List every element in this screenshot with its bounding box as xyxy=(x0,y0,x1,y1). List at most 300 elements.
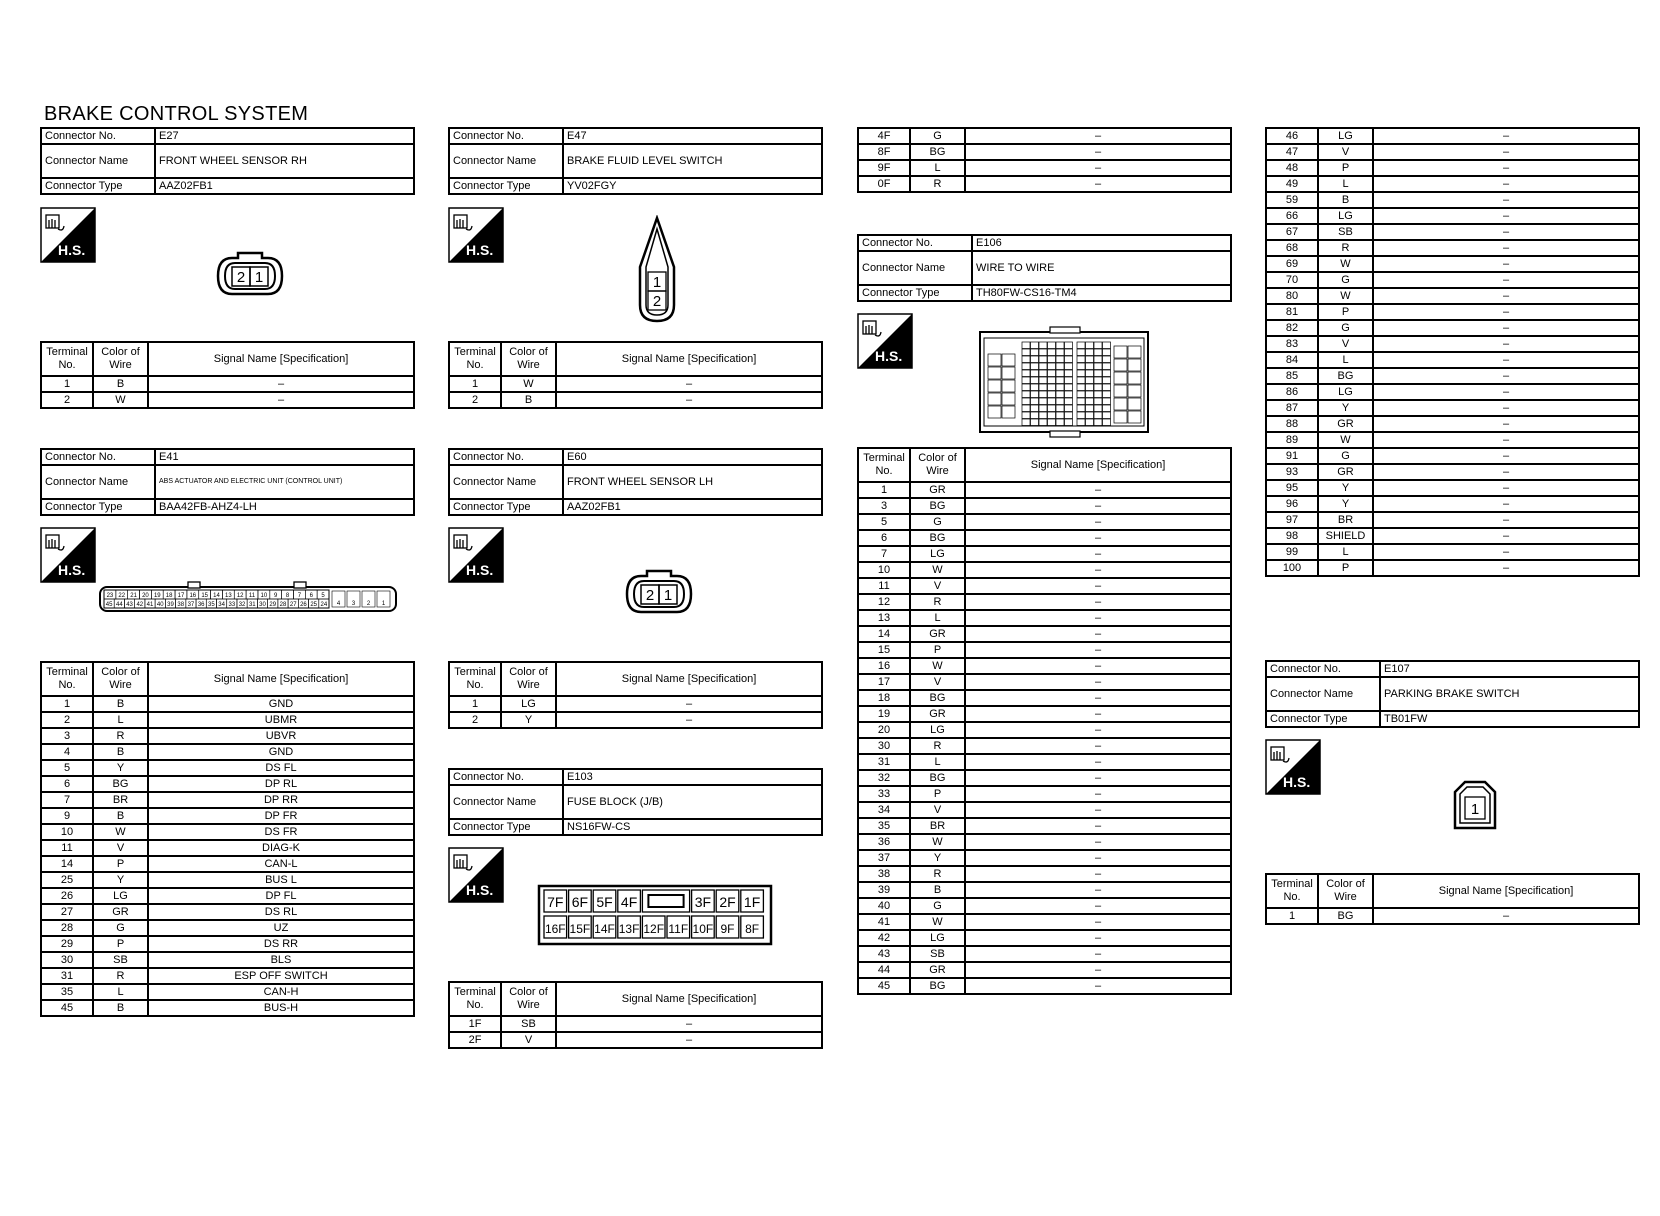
terminal-cell: 9 xyxy=(41,808,93,824)
header-terminal: Terminal No. xyxy=(449,662,501,696)
signal-cell: UBVR xyxy=(148,728,414,744)
terminal-cell: 19 xyxy=(858,706,910,722)
table-row xyxy=(858,866,1231,882)
header-signal: Signal Name [Specification] xyxy=(556,342,822,376)
header-color: Color of Wire xyxy=(501,982,556,1016)
terminal-cell: 15 xyxy=(858,642,910,658)
signal-cell: – xyxy=(1373,144,1639,160)
signal-cell: – xyxy=(1373,176,1639,192)
color-cell: V xyxy=(910,674,965,690)
table-row xyxy=(858,626,1231,642)
color-cell: W xyxy=(93,824,148,840)
terminal-cell: 83 xyxy=(1266,336,1318,352)
color-cell: V xyxy=(910,802,965,818)
harness-side-icon xyxy=(40,527,96,583)
terminal-cell: 85 xyxy=(1266,368,1318,384)
color-cell: G xyxy=(910,898,965,914)
signal-cell: – xyxy=(1373,908,1639,924)
pin-label: 15F xyxy=(569,922,591,936)
signal-cell: UBMR xyxy=(148,712,414,728)
signal-cell: – xyxy=(965,482,1231,498)
table-row xyxy=(41,872,414,888)
connector-e107-table xyxy=(1265,873,1640,925)
signal-cell: – xyxy=(1373,256,1639,272)
table-row xyxy=(449,1032,822,1048)
terminal-cell: 59 xyxy=(1266,192,1318,208)
signal-cell: – xyxy=(965,818,1231,834)
connector-name: FRONT WHEEL SENSOR LH xyxy=(563,465,822,499)
table-row xyxy=(858,642,1231,658)
color-cell: W xyxy=(1318,432,1373,448)
signal-cell: – xyxy=(965,658,1231,674)
pin-label: 12 xyxy=(236,593,244,599)
header-color: Color of Wire xyxy=(1318,874,1373,908)
color-cell: B xyxy=(501,392,556,408)
terminal-cell: 35 xyxy=(858,818,910,834)
terminal-cell: 87 xyxy=(1266,400,1318,416)
pin-label: 41 xyxy=(146,602,154,608)
table-row xyxy=(858,914,1231,930)
signal-cell: CAN-L xyxy=(148,856,414,872)
pin-label: 25 xyxy=(310,602,318,608)
terminal-cell: 93 xyxy=(1266,464,1318,480)
connector-e60-table xyxy=(448,661,823,729)
table-row xyxy=(41,936,414,952)
pin-label: 43 xyxy=(126,602,133,608)
pin-label: 7 xyxy=(297,593,302,599)
pin-label: 21 xyxy=(130,593,137,599)
label: Connector No. xyxy=(41,449,155,465)
pin-label: 11F xyxy=(668,922,689,936)
connector-e47-face xyxy=(636,215,678,325)
table-row xyxy=(1266,448,1639,464)
signal-cell: – xyxy=(1373,320,1639,336)
color-cell: LG xyxy=(910,546,965,562)
connector-e41-face xyxy=(98,580,400,618)
label: Connector Name xyxy=(1266,677,1380,711)
terminal-cell: 6 xyxy=(858,530,910,546)
table-row xyxy=(858,978,1231,994)
color-cell: Y xyxy=(1318,400,1373,416)
terminal-cell: 95 xyxy=(1266,480,1318,496)
pin-label: 6F xyxy=(571,894,589,910)
harness-side-icon xyxy=(857,313,913,369)
signal-cell: – xyxy=(1373,448,1639,464)
pin-label: 13 xyxy=(224,593,232,599)
pin-label: 31 xyxy=(248,602,256,608)
pin-label: 5 xyxy=(321,593,325,599)
header-signal: Signal Name [Specification] xyxy=(1373,874,1639,908)
color-cell: L xyxy=(910,160,965,176)
color-cell: P xyxy=(1318,560,1373,576)
table-row xyxy=(858,946,1231,962)
terminal-cell: 44 xyxy=(858,962,910,978)
connector-e41-info xyxy=(40,448,415,516)
table-row xyxy=(1266,304,1639,320)
connector-type: AAZ02FB1 xyxy=(155,178,414,194)
terminal-cell: 2 xyxy=(449,712,501,728)
table-row xyxy=(858,160,1231,176)
terminal-cell: 18 xyxy=(858,690,910,706)
color-cell: V xyxy=(1318,144,1373,160)
signal-cell: – xyxy=(965,738,1231,754)
table-row xyxy=(858,706,1231,722)
signal-cell: – xyxy=(1373,400,1639,416)
connector-name: PARKING BRAKE SWITCH xyxy=(1380,677,1639,711)
color-cell: BG xyxy=(93,776,148,792)
table-row xyxy=(858,498,1231,514)
color-cell: SB xyxy=(93,952,148,968)
signal-cell: DP FR xyxy=(148,808,414,824)
connector-e27-face xyxy=(210,250,290,300)
terminal-cell: 1 xyxy=(449,376,501,392)
pin-label: 11 xyxy=(248,593,256,599)
label: Connector No. xyxy=(858,235,972,251)
color-cell: R xyxy=(93,728,148,744)
terminal-cell: 1 xyxy=(1266,908,1318,924)
connector-e27-info xyxy=(40,127,415,195)
table-row xyxy=(41,856,414,872)
color-cell: G xyxy=(1318,320,1373,336)
terminal-cell: 34 xyxy=(858,802,910,818)
terminal-cell: 13 xyxy=(858,610,910,626)
signal-cell: – xyxy=(965,706,1231,722)
signal-cell: UZ xyxy=(148,920,414,936)
terminal-cell: 7 xyxy=(858,546,910,562)
color-cell: B xyxy=(910,882,965,898)
terminal-cell: 6 xyxy=(41,776,93,792)
pin-label: 4F xyxy=(620,894,638,910)
harness-side-icon xyxy=(40,207,96,263)
table-row xyxy=(1266,368,1639,384)
table-row xyxy=(1266,560,1639,576)
table-row xyxy=(41,904,414,920)
table-row xyxy=(858,850,1231,866)
connector-no: E107 xyxy=(1380,661,1639,677)
header-signal: Signal Name [Specification] xyxy=(148,342,414,376)
signal-cell: – xyxy=(1373,560,1639,576)
table-row xyxy=(858,562,1231,578)
color-cell: Y xyxy=(1318,480,1373,496)
signal-cell: DS FL xyxy=(148,760,414,776)
pin-label: 2 xyxy=(366,601,371,607)
table-row xyxy=(41,808,414,824)
connector-e107-face xyxy=(1453,780,1497,832)
terminal-cell: 86 xyxy=(1266,384,1318,400)
terminal-cell: 14 xyxy=(858,626,910,642)
color-cell: P xyxy=(93,856,148,872)
pin-label: 2 xyxy=(645,587,655,604)
color-cell: GR xyxy=(910,706,965,722)
harness-side-icon xyxy=(448,527,504,583)
signal-cell: DP RL xyxy=(148,776,414,792)
signal-cell: – xyxy=(965,690,1231,706)
signal-cell: – xyxy=(965,128,1231,144)
table-row xyxy=(1266,512,1639,528)
table-row xyxy=(1266,272,1639,288)
pin-label: 45 xyxy=(105,602,113,608)
color-cell: Y xyxy=(93,760,148,776)
signal-cell: – xyxy=(556,1032,822,1048)
header-terminal: Terminal No. xyxy=(858,448,910,482)
table-row xyxy=(41,728,414,744)
table-row xyxy=(858,770,1231,786)
signal-cell: – xyxy=(556,376,822,392)
signal-cell: – xyxy=(1373,336,1639,352)
pin-label: 7F xyxy=(547,894,564,910)
table-row xyxy=(41,792,414,808)
connector-e47-table xyxy=(448,341,823,409)
terminal-cell: 88 xyxy=(1266,416,1318,432)
pin-label: 18 xyxy=(165,593,173,599)
table-row xyxy=(1266,240,1639,256)
terminal-cell: 39 xyxy=(858,882,910,898)
color-cell: G xyxy=(93,920,148,936)
header-terminal: Terminal No. xyxy=(449,982,501,1016)
header-signal: Signal Name [Specification] xyxy=(556,662,822,696)
label: Connector No. xyxy=(449,769,563,785)
pin-label: 1 xyxy=(652,274,662,291)
connector-e103-face xyxy=(537,884,773,946)
label: Connector Type xyxy=(449,178,563,194)
pin-label: 44 xyxy=(115,602,123,608)
table-row xyxy=(41,840,414,856)
table-row xyxy=(1266,384,1639,400)
terminal-cell: 43 xyxy=(858,946,910,962)
harness-side-icon xyxy=(448,207,504,263)
terminal-cell: 31 xyxy=(858,754,910,770)
connector-name: FRONT WHEEL SENSOR RH xyxy=(155,144,414,178)
terminal-cell: 68 xyxy=(1266,240,1318,256)
signal-cell: – xyxy=(965,834,1231,850)
terminal-cell: 98 xyxy=(1266,528,1318,544)
table-row xyxy=(1266,336,1639,352)
header-signal: Signal Name [Specification] xyxy=(148,662,414,696)
signal-cell: – xyxy=(1373,416,1639,432)
page-title: BRAKE CONTROL SYSTEM xyxy=(44,103,309,125)
pin-label: 16F xyxy=(544,922,566,936)
signal-cell: – xyxy=(965,546,1231,562)
terminal-cell: 27 xyxy=(41,904,93,920)
color-cell: B xyxy=(93,744,148,760)
color-cell: LG xyxy=(910,722,965,738)
terminal-cell: 69 xyxy=(1266,256,1318,272)
header-color: Color of Wire xyxy=(93,342,148,376)
pin-label: 1 xyxy=(381,601,386,607)
terminal-cell: 1F xyxy=(449,1016,501,1032)
terminal-cell: 1 xyxy=(858,482,910,498)
terminal-cell: 2F xyxy=(449,1032,501,1048)
signal-cell: – xyxy=(556,712,822,728)
color-cell: Y xyxy=(1318,496,1373,512)
signal-cell: – xyxy=(1373,128,1639,144)
connector-type: NS16FW-CS xyxy=(563,819,822,835)
color-cell: L xyxy=(1318,352,1373,368)
terminal-cell: 20 xyxy=(858,722,910,738)
color-cell: R xyxy=(910,594,965,610)
terminal-cell: 82 xyxy=(1266,320,1318,336)
color-cell: G xyxy=(910,128,965,144)
pin-label: 14 xyxy=(213,593,220,599)
color-cell: BG xyxy=(910,144,965,160)
label: Connector No. xyxy=(41,128,155,144)
label: Connector Type xyxy=(41,499,155,515)
pin-label: 1 xyxy=(1470,801,1480,818)
table-row xyxy=(1266,256,1639,272)
table-row xyxy=(1266,128,1639,144)
hs-label: H.S. xyxy=(466,242,494,258)
table-row xyxy=(858,530,1231,546)
connector-e41-table xyxy=(40,661,415,1017)
table-row xyxy=(858,674,1231,690)
color-cell: G xyxy=(1318,448,1373,464)
pin-label: 27 xyxy=(289,602,297,608)
terminal-cell: 14 xyxy=(41,856,93,872)
terminal-cell: 26 xyxy=(41,888,93,904)
table-row xyxy=(858,898,1231,914)
table-row xyxy=(41,984,414,1000)
color-cell: BR xyxy=(93,792,148,808)
terminal-cell: 45 xyxy=(41,1000,93,1016)
terminal-cell: 35 xyxy=(41,984,93,1000)
color-cell: W xyxy=(1318,256,1373,272)
terminal-cell: 2 xyxy=(41,392,93,408)
pin-label: 42 xyxy=(136,602,144,608)
signal-cell: ESP OFF SWITCH xyxy=(148,968,414,984)
signal-cell: – xyxy=(965,626,1231,642)
terminal-cell: 11 xyxy=(41,840,93,856)
table-row xyxy=(41,760,414,776)
color-cell: L xyxy=(93,984,148,1000)
signal-cell: – xyxy=(1373,384,1639,400)
terminal-cell: 1 xyxy=(41,696,93,712)
signal-cell: – xyxy=(1373,368,1639,384)
table-row xyxy=(41,744,414,760)
signal-cell: – xyxy=(1373,352,1639,368)
terminal-cell: 5 xyxy=(41,760,93,776)
connector-e27-table xyxy=(40,341,415,409)
signal-cell: DP FL xyxy=(148,888,414,904)
label: Connector No. xyxy=(1266,661,1380,677)
connector-no: E47 xyxy=(563,128,822,144)
terminal-cell: 28 xyxy=(41,920,93,936)
pin-label: 1F xyxy=(743,894,761,910)
signal-cell: – xyxy=(965,946,1231,962)
signal-cell: – xyxy=(556,1016,822,1032)
color-cell: V xyxy=(93,840,148,856)
harness-side-icon xyxy=(448,847,504,903)
table-row xyxy=(41,776,414,792)
terminal-cell: 42 xyxy=(858,930,910,946)
pin-label: 6 xyxy=(309,593,313,599)
pin-label: 4 xyxy=(336,601,341,607)
table-row xyxy=(858,930,1231,946)
color-cell: R xyxy=(1318,240,1373,256)
color-cell: Y xyxy=(910,850,965,866)
terminal-cell: 41 xyxy=(858,914,910,930)
signal-cell: – xyxy=(965,642,1231,658)
terminal-cell: 2 xyxy=(41,712,93,728)
pin-label: 28 xyxy=(279,602,287,608)
signal-cell: – xyxy=(965,594,1231,610)
signal-cell: – xyxy=(965,978,1231,994)
connector-e106-face xyxy=(978,326,1150,438)
signal-cell: – xyxy=(148,392,414,408)
table-row xyxy=(1266,480,1639,496)
table-row xyxy=(858,882,1231,898)
pin-label: 8 xyxy=(285,593,290,599)
terminal-cell: 97 xyxy=(1266,512,1318,528)
connector-no: E103 xyxy=(563,769,822,785)
color-cell: LG xyxy=(1318,384,1373,400)
signal-cell: – xyxy=(1373,496,1639,512)
table-row xyxy=(41,392,414,408)
signal-cell: – xyxy=(965,578,1231,594)
table-row xyxy=(41,888,414,904)
hs-label: H.S. xyxy=(466,882,494,898)
hs-label: H.S. xyxy=(1283,774,1311,790)
terminal-cell: 70 xyxy=(1266,272,1318,288)
connector-name: FUSE BLOCK (J/B) xyxy=(563,785,822,819)
color-cell: BG xyxy=(910,530,965,546)
terminal-cell: 17 xyxy=(858,674,910,690)
terminal-cell: 91 xyxy=(1266,448,1318,464)
terminal-cell: 4 xyxy=(41,744,93,760)
table-row xyxy=(858,754,1231,770)
connector-name: WIRE TO WIRE xyxy=(972,251,1231,285)
color-cell: GR xyxy=(910,626,965,642)
color-cell: BR xyxy=(910,818,965,834)
connector-e107-info xyxy=(1265,660,1640,728)
color-cell: R xyxy=(910,738,965,754)
pin-label: 23 xyxy=(106,593,114,599)
color-cell: W xyxy=(910,914,965,930)
pin-label: 40 xyxy=(156,602,164,608)
signal-cell: – xyxy=(965,514,1231,530)
color-cell: BG xyxy=(910,770,965,786)
table-row xyxy=(449,376,822,392)
signal-cell: – xyxy=(1373,240,1639,256)
signal-cell: – xyxy=(965,674,1231,690)
table-row xyxy=(1266,192,1639,208)
table-row xyxy=(858,690,1231,706)
connector-no: E60 xyxy=(563,449,822,465)
pin-label: 33 xyxy=(228,602,236,608)
pin-label: 13F xyxy=(618,922,640,936)
signal-cell: BLS xyxy=(148,952,414,968)
table-row xyxy=(1266,288,1639,304)
connector-e60-info xyxy=(448,448,823,516)
pin-label: 3 xyxy=(351,601,356,607)
table-row xyxy=(41,968,414,984)
terminal-cell: 1 xyxy=(41,376,93,392)
terminal-cell: 0F xyxy=(858,176,910,192)
terminal-cell: 8F xyxy=(858,144,910,160)
table-row xyxy=(1266,352,1639,368)
connector-no: E41 xyxy=(155,449,414,465)
terminal-cell: 81 xyxy=(1266,304,1318,320)
hs-label: H.S. xyxy=(466,562,494,578)
table-row xyxy=(858,786,1231,802)
pin-label: 24 xyxy=(320,602,328,608)
pin-label: 36 xyxy=(197,602,205,608)
connector-type: TB01FW xyxy=(1380,711,1639,727)
color-cell: GR xyxy=(1318,416,1373,432)
table-row xyxy=(858,962,1231,978)
pin-label: 2 xyxy=(236,269,246,286)
signal-cell: – xyxy=(1373,432,1639,448)
header-terminal: Terminal No. xyxy=(449,342,501,376)
